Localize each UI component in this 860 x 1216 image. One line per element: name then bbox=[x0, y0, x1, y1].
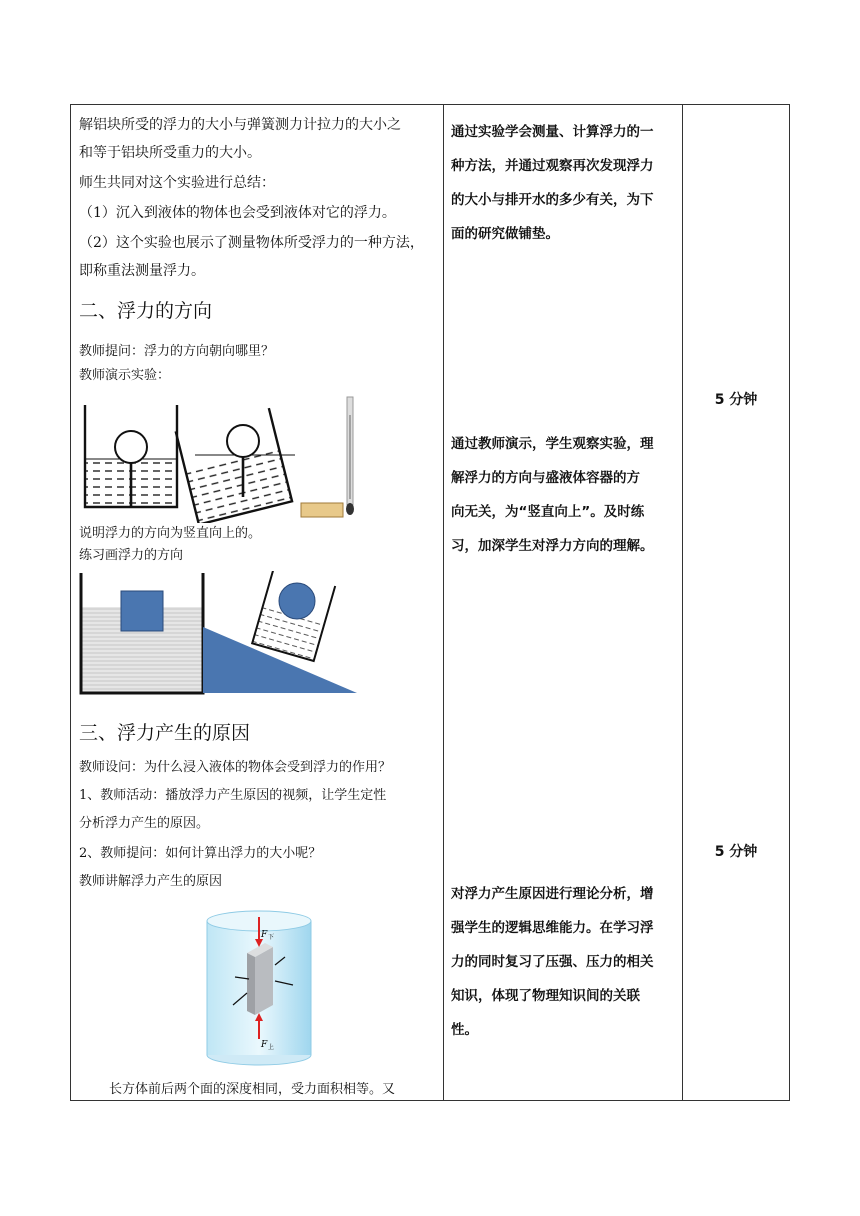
column-divider bbox=[682, 105, 683, 1100]
intent-line: 通过实验学会测量、计算浮力的一 bbox=[451, 124, 654, 140]
design-intent-block-3 bbox=[451, 877, 677, 1047]
paragraph: （2）这个实验也展示了测量物体所受浮力的一种方法， bbox=[79, 235, 424, 251]
intent-line: 通过教师演示，学生观察实验，理 bbox=[451, 436, 654, 452]
intent-line: 对浮力产生原因进行理论分析，增 bbox=[451, 886, 654, 902]
force-label-down: F bbox=[261, 930, 268, 940]
time-allocation: 5 分钟 bbox=[714, 392, 758, 408]
paragraph: 师生共同对这个实验进行总结： bbox=[79, 175, 275, 191]
section-heading: 三、浮力产生的原因 bbox=[79, 722, 251, 744]
paragraph: 教师提问：浮力的方向朝向哪里？ bbox=[79, 344, 275, 359]
intent-line: 解浮力的方向与盛液体容器的方 bbox=[451, 470, 640, 486]
force-label-down-sub: 下 bbox=[268, 934, 275, 941]
paragraph: 教师设问：为什么浸入液体的物体会受到浮力的作用？ bbox=[79, 760, 392, 775]
intent-line: 性。 bbox=[451, 1022, 478, 1038]
paragraph: 1、教师活动：播放浮力产生原因的视频，让学生定性 bbox=[79, 788, 387, 803]
paragraph: 和等于铝块所受重力的大小。 bbox=[79, 145, 261, 161]
intent-line: 强学生的逻辑思维能力。在学习浮 bbox=[451, 920, 654, 936]
paragraph: 教师讲解浮力产生的原因 bbox=[79, 874, 223, 889]
paragraph: （1）沉入到液体的物体也会受到液体对它的浮力。 bbox=[79, 205, 396, 221]
buoyancy-direction-demo-figure bbox=[79, 395, 369, 523]
lesson-table bbox=[70, 104, 790, 1101]
design-intent-block-2 bbox=[451, 427, 677, 563]
time-allocation: 5 分钟 bbox=[714, 844, 758, 860]
paragraph: 2、教师提问：如何计算出浮力的大小呢？ bbox=[79, 846, 322, 861]
paragraph: 即称重法测量浮力。 bbox=[79, 263, 205, 279]
section-heading: 二、浮力的方向 bbox=[79, 300, 213, 322]
paragraph: 教师演示实验： bbox=[79, 368, 171, 383]
paragraph: 解铝块所受的浮力的大小与弹簧测力计拉力的大小之 bbox=[79, 117, 401, 133]
force-label-up: F bbox=[261, 1040, 268, 1050]
paragraph: 说明浮力的方向为竖直向上的。 bbox=[79, 526, 262, 541]
intent-line: 向无关，为“竖直向上”。及时练 bbox=[451, 504, 645, 520]
intent-line: 种方法，并通过观察再次发现浮力 bbox=[451, 158, 654, 174]
paragraph: 长方体前后两个面的深度相同，受力面积相等。又 bbox=[109, 1082, 396, 1097]
intent-line: 的大小与排开水的多少有关，为下 bbox=[451, 192, 654, 208]
paragraph: 练习画浮力的方向 bbox=[79, 548, 184, 563]
column-divider bbox=[443, 105, 444, 1100]
buoyancy-practice-figure bbox=[79, 571, 369, 697]
force-label-up-sub: 上 bbox=[268, 1044, 275, 1051]
intent-line: 面的研究做铺垫。 bbox=[451, 226, 559, 242]
intent-line: 知识，体现了物理知识间的关联 bbox=[451, 988, 640, 1004]
intent-line: 力的同时复习了压强、压力的相关 bbox=[451, 954, 654, 970]
design-intent-block-1 bbox=[451, 115, 677, 251]
pressure-cylinder-figure bbox=[203, 907, 315, 1067]
paragraph: 分析浮力产生的原因。 bbox=[79, 816, 210, 831]
intent-line: 习，加深学生对浮力方向的理解。 bbox=[451, 538, 654, 554]
